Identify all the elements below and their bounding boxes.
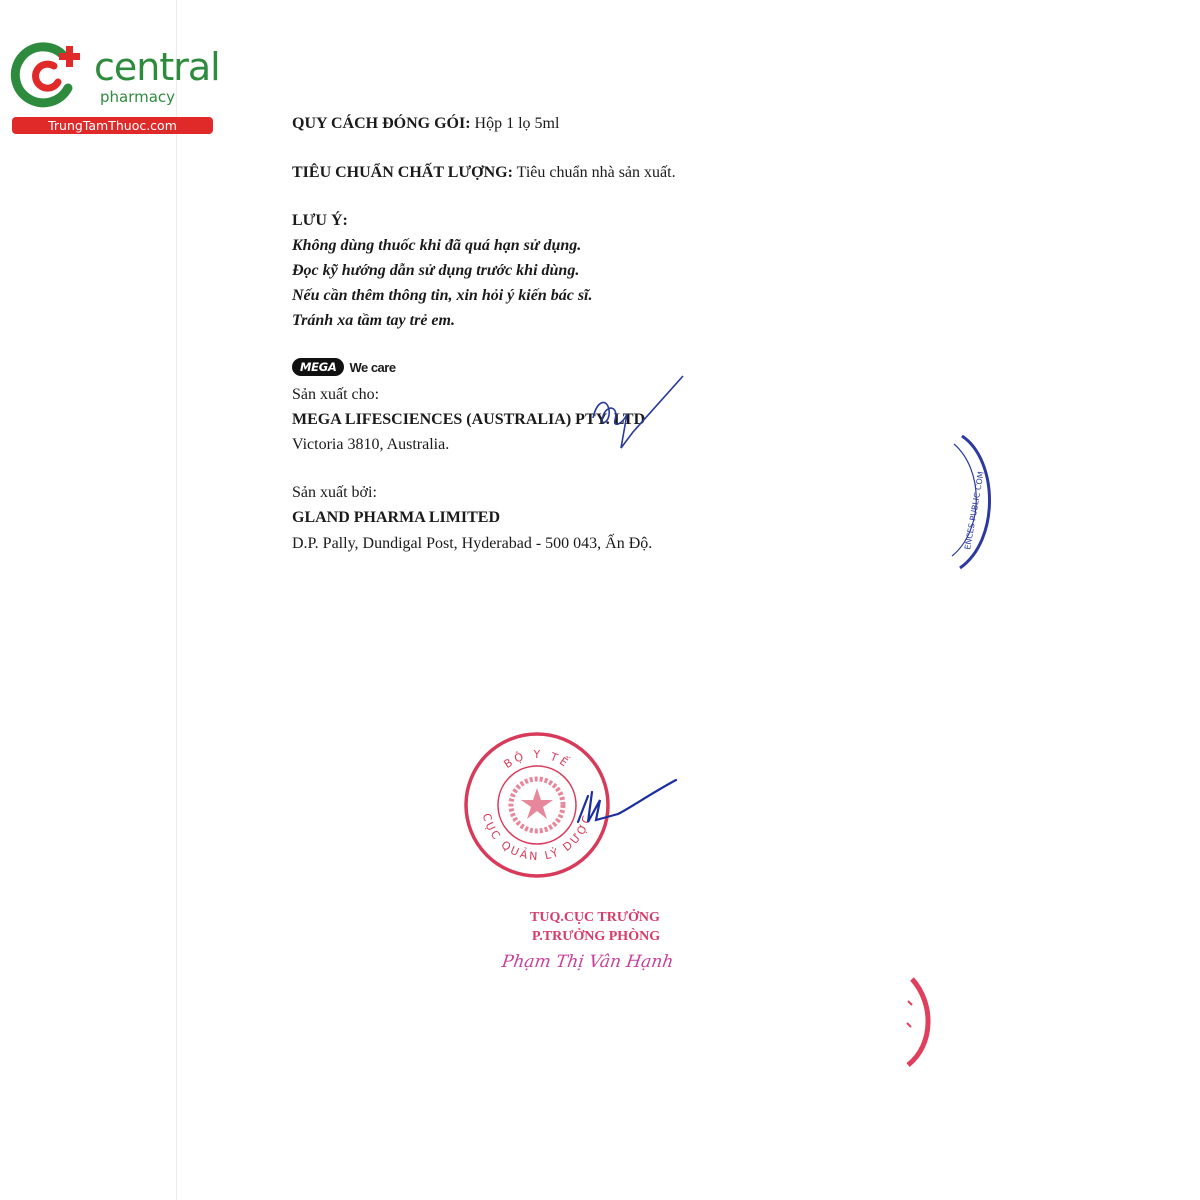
note-line: Nếu cần thêm thông tin, xin hỏi ý kiến bác sĩ.: [292, 287, 593, 304]
stamp-bottom-text: CỤC QUẢN LÝ DƯỢC: [479, 811, 595, 864]
note-line: Đọc kỹ hướng dẫn sử dụng trước khi dùng.: [292, 262, 580, 279]
manufactured-by-company: GLAND PHARMA LIMITED: [292, 509, 501, 526]
packaging-label: QUY CÁCH ĐÓNG GÓI:: [292, 115, 471, 132]
packaging-value: Hộp 1 lọ 5ml: [474, 115, 560, 132]
packaging-line: [292, 115, 559, 133]
quality-value: Tiêu chuẩn nhà sản xuất.: [516, 164, 676, 181]
note-line: Không dùng thuốc khi đã quá hạn sử dụng.: [292, 237, 582, 254]
pharmacy-cross-icon: [10, 40, 90, 110]
quality-label: TIÊU CHUẨN CHẤT LƯỢNG:: [292, 164, 513, 181]
svg-text:BỘ Y TẾ: [502, 748, 574, 771]
authority-line-1: TUQ.CỤC TRƯỞNG: [530, 910, 660, 925]
manufactured-for-company: MEGA LIFESCIENCES (AUSTRALIA) PTY. LTD: [292, 411, 646, 428]
logo-brand: central: [94, 45, 220, 89]
note-line: Tránh xa tầm tay trẻ em.: [292, 312, 455, 329]
manufactured-for-address: Victoria 3810, Australia.: [292, 436, 450, 453]
blue-signature: [585, 370, 695, 455]
blue-partial-stamp: [940, 430, 1000, 575]
quality-line: [292, 164, 676, 182]
central-pharmacy-logo[interactable]: [8, 36, 223, 136]
mega-badge: MEGA: [292, 358, 344, 376]
logo-sub: pharmacy: [100, 88, 176, 106]
page-edge: [176, 0, 177, 1200]
manufactured-by-address: D.P. Pally, Dundigal Post, Hyderabad - 500 043, Ấn Độ.: [292, 535, 653, 552]
logo-url[interactable]: TrungTamThuoc.com: [12, 117, 213, 134]
stamp-top-text: BỘ Y TẾ: [501, 747, 573, 771]
manufactured-for-label: Sản xuất cho:: [292, 386, 380, 403]
note-title: LƯU Ý:: [292, 212, 348, 229]
partial-stamp-text: ENCES PUBLIC COM: [963, 470, 986, 551]
authority-line-2: P.TRƯỞNG PHÒNG: [532, 929, 661, 944]
signatory-name: Phạm Thị Vân Hạnh: [500, 952, 675, 972]
manufactured-by-label: Sản xuất bởi:: [292, 484, 377, 501]
mega-tagline: We care: [349, 359, 396, 375]
red-partial-stamp: [890, 975, 935, 1070]
mega-logo: [292, 356, 396, 378]
official-signature: [570, 772, 680, 827]
